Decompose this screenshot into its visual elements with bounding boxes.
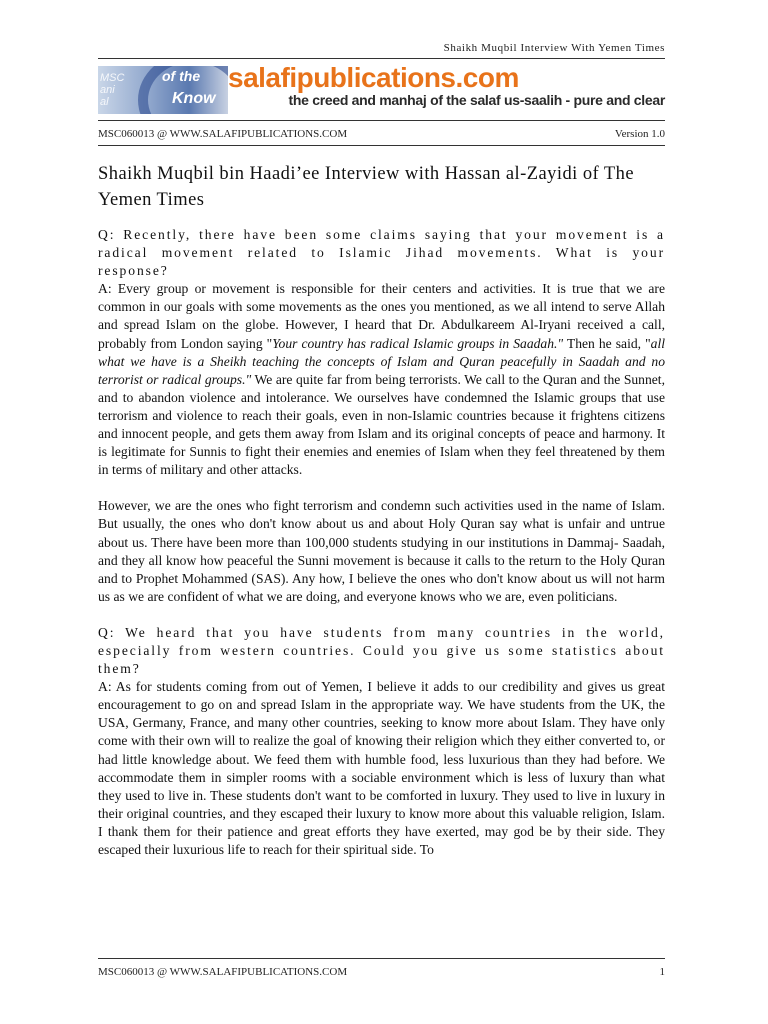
- header-top-rule: [98, 58, 665, 59]
- footer-reference: MSC060013 @ WWW.SALAFIPUBLICATIONS.COM: [98, 966, 348, 978]
- footer-rule: [98, 958, 665, 959]
- running-head: Shaikh Muqbil Interview With Yemen Times: [443, 42, 665, 54]
- page-footer: [98, 966, 665, 978]
- question-1: Q: Recently, there have been some claims saying that your movement is a radical movement related to Islamic Jihad movements. What is your response?: [98, 227, 665, 279]
- answer-1-quote-1: Your country has radical Islamic groups in Saadah.": [272, 335, 564, 351]
- answer-1-continued: However, we are the ones who fight terrorism and condemn such activities used in the name of Islam. But usually, the ones who don't know about us and about Holy Quran say what is unfair and untrue about us. There have been more than 100,000 students studying in our institutions in Dammaj- Saadah, and they all know how peaceful the Sunni movement is because it calls to the return to the Holy Quran and to Prophet Mohammed (SAS). Any how, I believe the ones who don't know about us will not harm us as we are confident of what we are doing, and everyone knows who we are, even politicians.: [98, 498, 665, 604]
- site-logo: salafipublications.com: [228, 62, 519, 93]
- answer-1-text-2: Then he said, ": [563, 335, 651, 351]
- header-mid-rule: [98, 120, 665, 121]
- document-title: Shaikh Muqbil bin Haadi’ee Interview with Hassan al-Zayidi of The Yemen Times: [98, 164, 634, 210]
- document-body: [98, 226, 665, 859]
- site-banner: [98, 62, 665, 114]
- answer-1-text-3: We are quite far from being terrorists. We call to the Quran and the Sunnet, and to abandon violence and intolerance. We ourselves have condemned the Islamic groups that use terrorism and violence to reach their goals, even in non-Islamic countries because it frightens citizens and innocent people, and gets them away from Islam and its original concepts of peace and harmony. It is legitimate for Sunnis to fight their enemies and enemies of Islam when they feel threatened by them in terms of military and other attacks.: [98, 371, 665, 478]
- answer-2: A: As for students coming from out of Yemen, I believe it adds to our credibility and gives us great encouragement to go on and spread Islam in the appropriate way. We have students from the UK, the USA, Germany, France, and many other countries, seeking to know more about Islam. They have only come with their own will to realize the goal of knowing their religion which they either converted to, or had little knowledge about. We feed them with humble food, less luxurious than they had before. We accommodate them in simpler rooms with a sociable environment which is less of luxury than what they used to live in. These students don't want to be comforted in luxury. They used to live in luxury in their original countries, and they escaped their luxury to know more about this valuable religion, Islam. I thank them for their patience and great efforts they have exerted, may god be by their side. They escaped their luxurious life to reach for their spiritual side. To: [98, 679, 665, 857]
- answer-1-text-1: A: Every group or movement is responsible for their centers and activities. It is true that we are common in our goals with some movements as the ones you mentioned, as we all intend to serve Allah and spread Islam on the globe. However, I heard that Dr. Abdulkareem Al-Iryani received a call, probably from London saying ": [98, 281, 665, 351]
- site-tagline: the creed and manhaj of the salaf us-saalih - pure and clear: [288, 92, 665, 108]
- banner-artwork: [98, 66, 228, 114]
- document-reference: MSC060013 @ WWW.SALAFIPUBLICATIONS.COM: [98, 128, 348, 140]
- document-version: Version 1.0: [614, 128, 665, 140]
- header-bottom-rule: [98, 145, 665, 146]
- banner-word-know: Know: [172, 90, 216, 107]
- banner-word-of-the: of the: [162, 68, 201, 84]
- answer-1-quote-2: all what we have is a Sheikh teaching the concepts of Islam and Quran peacefully in Saadah and no terrorist or radical groups.": [98, 335, 665, 387]
- page-number: 1: [659, 966, 665, 978]
- question-2: Q: We heard that you have students from many countries in the world, especially from western countries. Could you give us some statistics about them?: [98, 624, 665, 677]
- document-reference-row: [98, 128, 665, 140]
- banner-faded-text: MSC ani al: [100, 72, 125, 108]
- answer-1: [98, 280, 665, 479]
